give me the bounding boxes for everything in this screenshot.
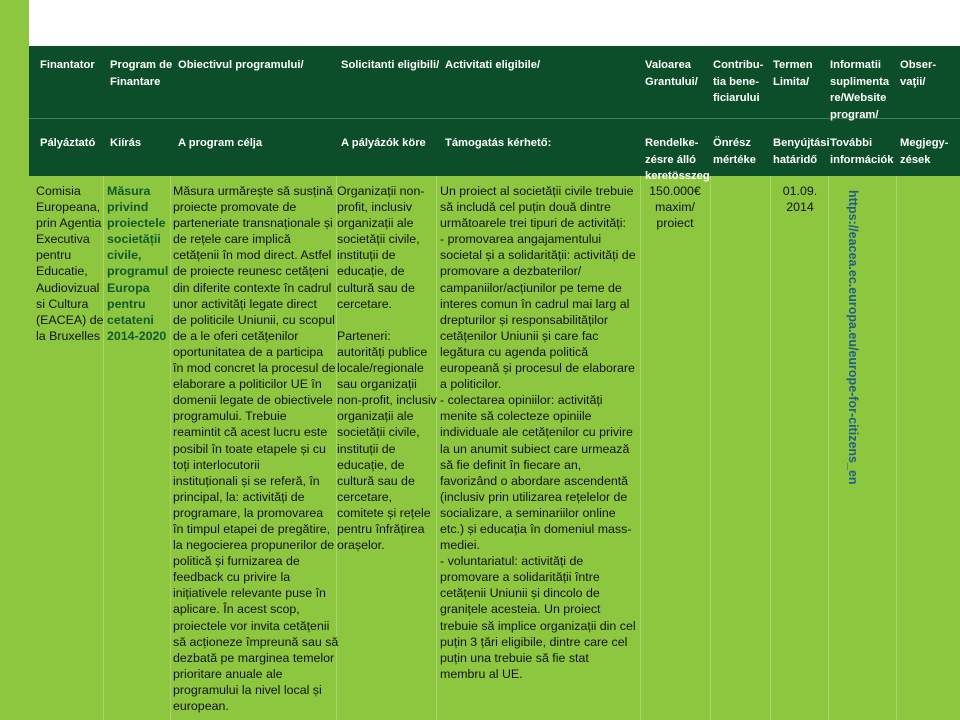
cell-finantator: Comisia Europeana, prin Agentia Executiva pentru Educatie, Audiovizual si Cultura (EACEA) de la Bruxelles <box>36 184 104 343</box>
cell-obiectiv: Măsura urmărește să susțină proiecte promovate de parteneriate transnaționale și de rețele care implică cetățenii în mod direct. Astfel de proiecte reunesc cetățeni din diferite contexte în cadrul unor activități legate direct de politicile Uniunii, cu scopul de a le oferi cetățenilor oportunitatea de a participa în mod concret la procesul de elaborare a politicilor UE în domenii legate de obiectivele programului. Trebuie reamintit că acest lucru este posibil în toate etapele și cu toți interlocutorii instituționali și se referă, în principal, la: activități de programare, la promovarea în timpul etapei de pregătire, la negocierea propunerilor de politică și furnizarea de feedback cu privire la inițiativele relevante puse în aplicare. În acest scop, proiectele vor invita cetățenii să acționeze împreună sau să dezbată pe marginea temelor prioritare anuale ale programului la nivel local și european. <box>173 184 339 713</box>
header-ro-finantator: Finantator <box>40 59 95 71</box>
cell-termen: 01.09. 2014 <box>782 184 818 215</box>
column-divider <box>170 176 171 720</box>
header-ro-informatii: Informatii suplimenta re/Website program/ <box>830 59 890 121</box>
header-ro-valoarea: Valoarea Grantului/ <box>645 59 698 88</box>
header-hu-kiiras: Kiírás <box>110 137 142 149</box>
header-hu-rendelkezes: Rendelke- zésre álló keretösszeg <box>645 137 710 182</box>
cell-valoarea: 150.000€ maxim/ proiect <box>649 184 701 231</box>
header-hu-tamogatas: Támogatás kérhető: <box>445 137 552 149</box>
column-divider <box>828 176 829 720</box>
header-ro-program: Program de Finantare <box>110 59 173 88</box>
website-link[interactable]: https://eacea.ec.europa.eu/europe-for-citizens_en <box>846 190 860 485</box>
header-hu-benyujtasi: Benyújtási határidő <box>773 137 830 166</box>
left-accent-bar <box>0 0 29 720</box>
cell-program: Măsura privind proiectele societății civile, programul Europa pentru cetateni 2014-2020 <box>107 184 169 343</box>
header-hu-megjegyzes: Megjegy- zések <box>900 137 949 166</box>
column-divider <box>710 176 711 720</box>
header-ro-solicitanti: Solicitanti eligibili/ <box>341 59 440 71</box>
column-divider <box>640 176 641 720</box>
header-ro-termen: Termen Limita/ <box>773 59 813 88</box>
header-divider <box>29 118 960 119</box>
header-hu-onresz: Önrész mértéke <box>713 137 756 166</box>
header-hu-palyazto: Pályáztató <box>40 137 96 149</box>
header-hu-tovabbi: További információk <box>830 137 894 166</box>
cell-activitati: Un proiect al societății civile trebuie să includă cel puțin două dintre următoarele trei tipuri de activități: - promovarea angajamentului societal și a solidarității: activități de promovare a dezbaterilor/ campaniilor/acțiunilor pe teme de interes comun în cadrul mai larg al drepturilor și responsabilităților cetățenilor Uniunii și care fac legătura cu agenda politică europeană și procesul de elaborare a politicilor. - colectarea opiniilor: activități menite să colecteze opiniile individuale ale cetățenilor cu privire la un anumit subiect care urmează să fie definit în fiecare an, favorizând o abordare ascendentă (inclusiv prin utilizarea rețelelor de socializare, a seminariilor online etc.) și educația în domeniul mass- mediei. - voluntariatul: activități de promovare a solidarității între cetățenii Uniunii și dincolo de granițele acesteia. Un proiect trebuie să implice organizații din cel puțin 3 țări eligibile, dintre care cel puțin una trebuie să fie stat membru al UE. <box>440 184 636 681</box>
column-divider <box>896 176 897 720</box>
header-ro-observatii: Obser- vaţii/ <box>900 59 937 88</box>
header-hu-celja: A program célja <box>178 137 263 149</box>
header-ro-obiectiv: Obiectivul programului/ <box>178 59 304 71</box>
header-ro-activitati: Activitati eligibile/ <box>445 59 541 71</box>
column-divider <box>770 176 771 720</box>
header-hu-kore: A pályázók köre <box>341 137 426 149</box>
cell-solicitanti: Organizații non- profit, inclusiv organizații ale societății civile, instituții de educație, de cultură sau de cercetare. Parteneri: autorități publice locale/regionale sau organizații non-profit, inclusiv organizații ale societății civile, instituții de educație, de cultură sau de cercetare, comitete și rețele pentru înfrățirea orașelor. <box>337 184 437 553</box>
header-ro-contributia: Contribu- tia bene- ficiarului <box>713 59 764 104</box>
